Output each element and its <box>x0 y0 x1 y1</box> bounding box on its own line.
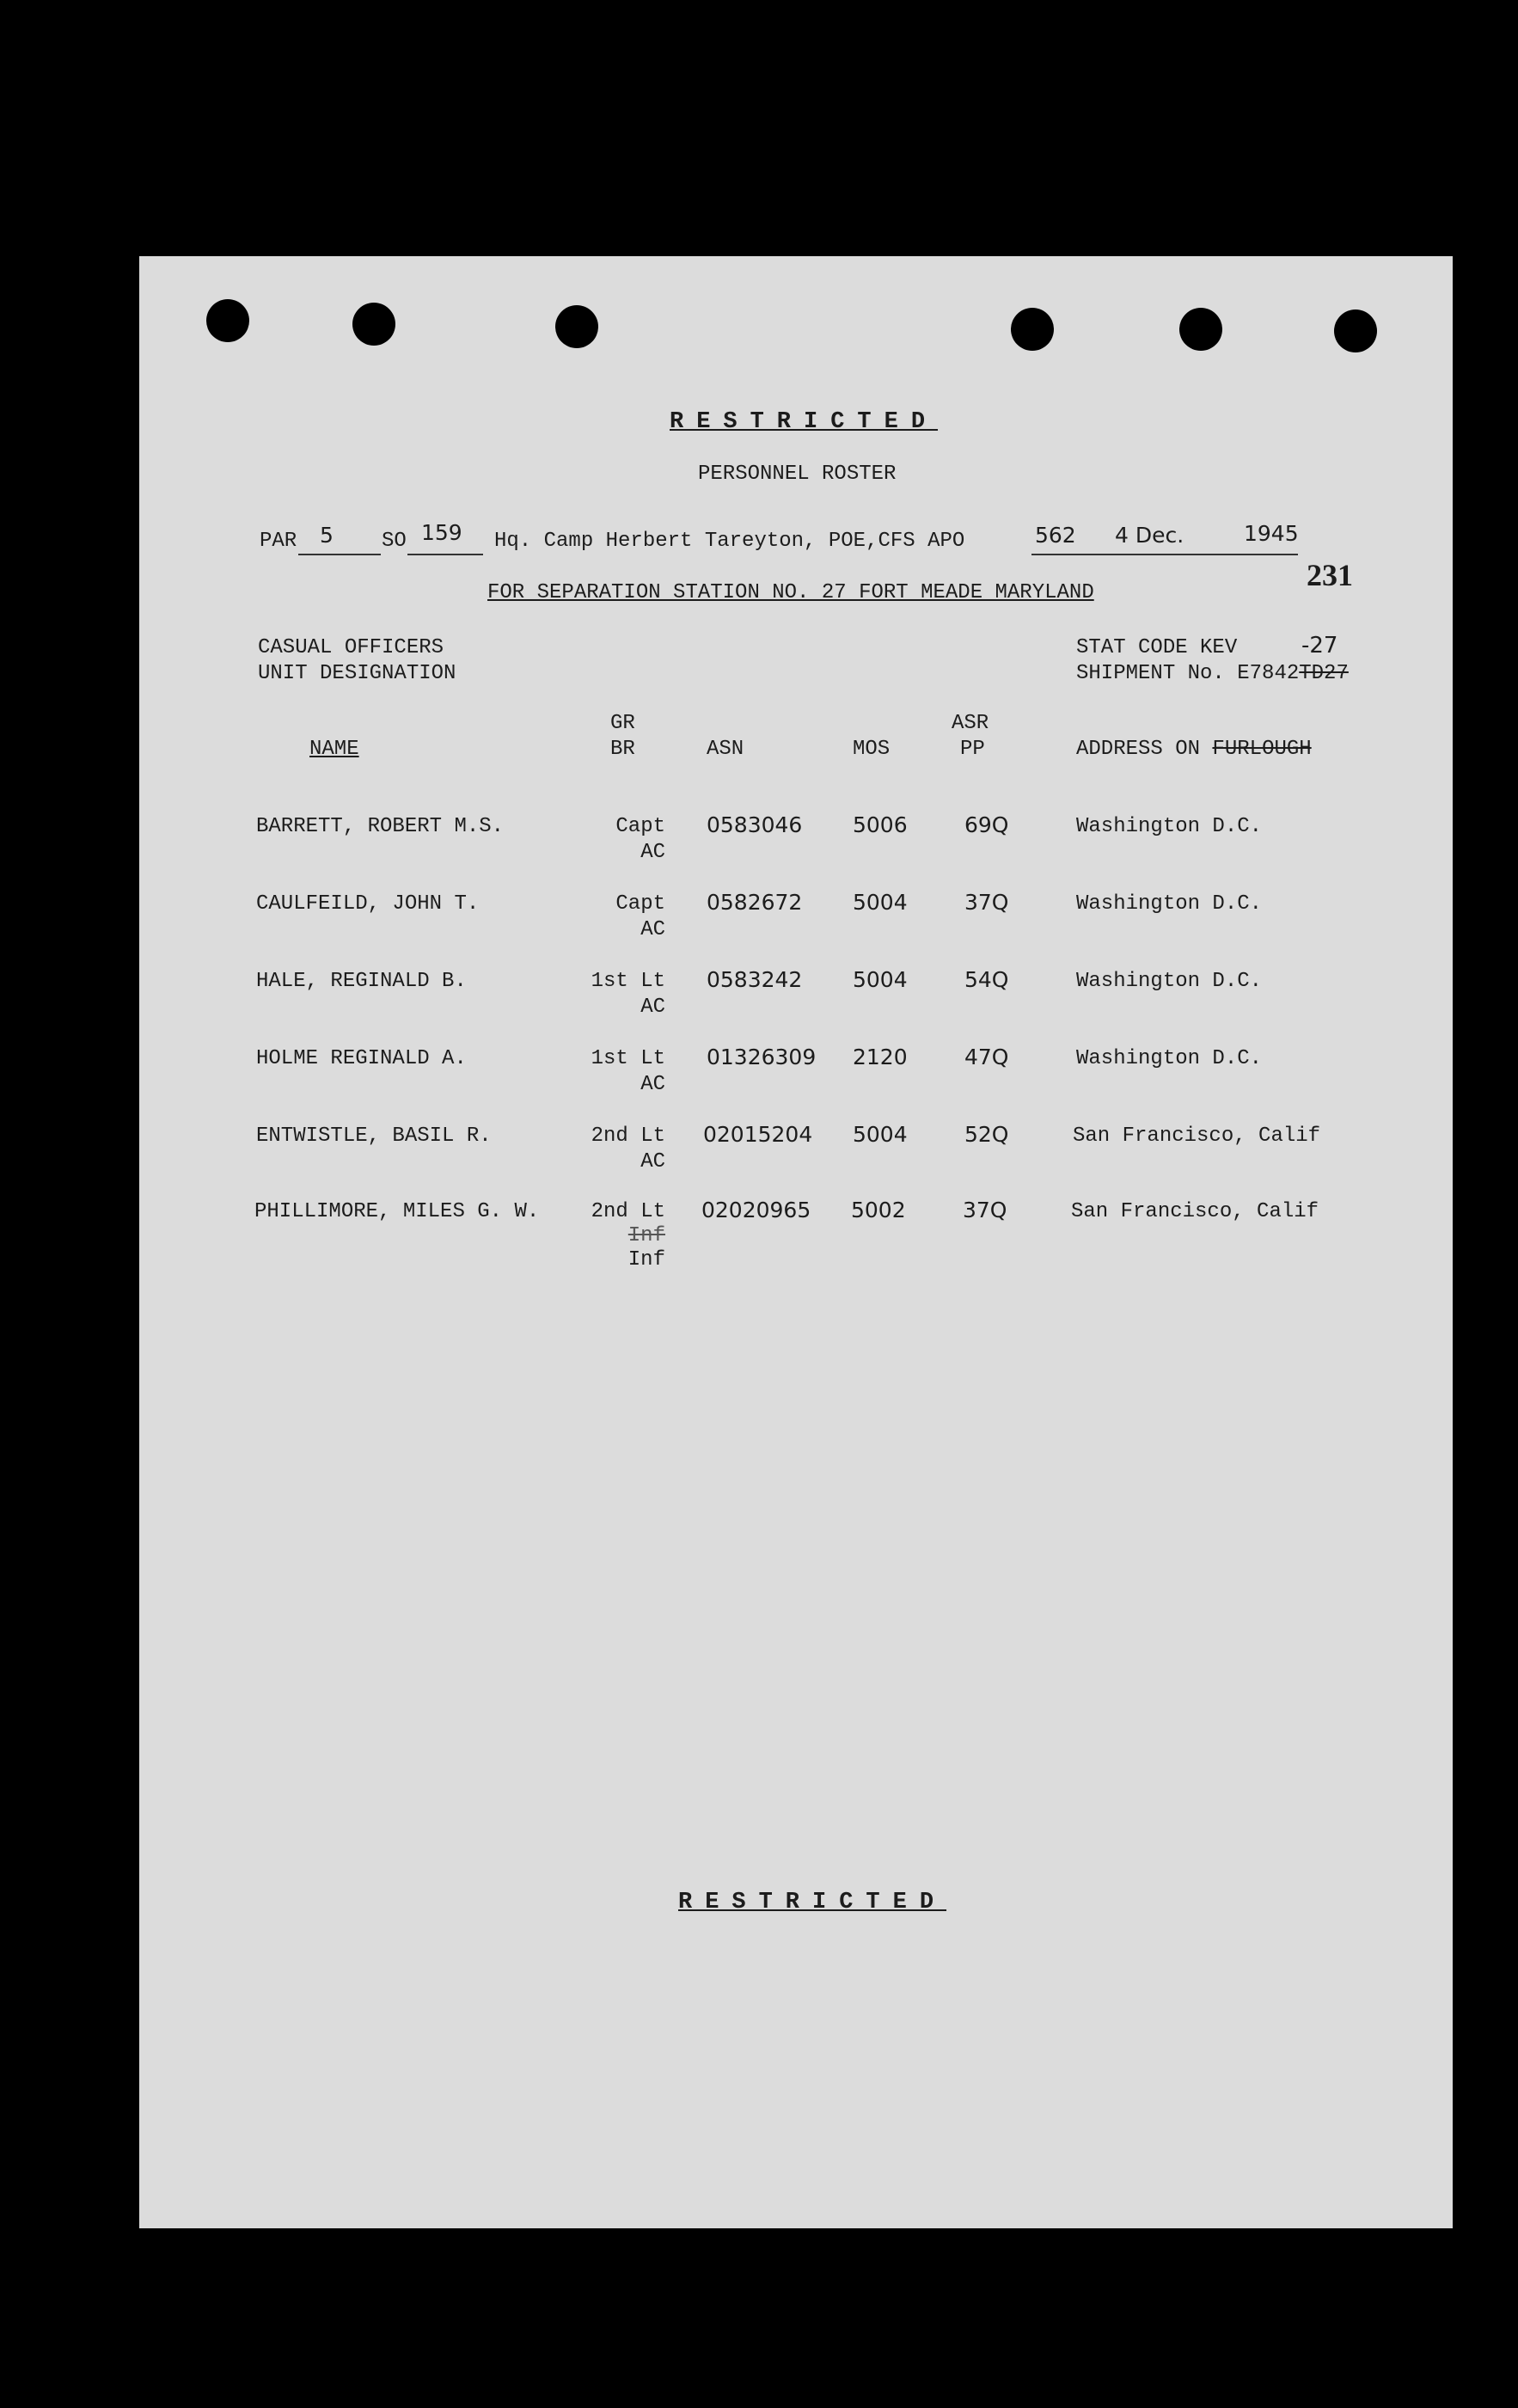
row-branch: AC <box>640 918 665 941</box>
col-address-label: ADDRESS <box>1076 738 1163 761</box>
page-number: 231 <box>1307 558 1353 592</box>
row-asn: 02015204 <box>703 1122 813 1147</box>
par-label: PAR <box>260 530 297 553</box>
row-name: HOLME REGINALD A. <box>256 1047 467 1070</box>
punch-hole <box>206 299 249 342</box>
row-asn: 02020965 <box>701 1198 811 1222</box>
row-asn: 0583242 <box>707 967 803 992</box>
row-address: Washington D.C. <box>1076 892 1263 916</box>
hq-text: Hq. Camp Herbert Tareyton, POE,CFS APO <box>494 530 965 553</box>
row-mos: 5002 <box>851 1198 906 1222</box>
row-name: PHILLIMORE, MILES G. W. <box>254 1200 540 1223</box>
col-gr: GR <box>610 712 635 735</box>
date-value: 4 Dec. <box>1115 523 1184 548</box>
row-branch: AC <box>640 841 665 864</box>
year-underline <box>1224 554 1298 555</box>
col-address <box>1076 738 1312 761</box>
stat-code: STAT CODE KEV <box>1076 636 1238 659</box>
apo-underline <box>1031 554 1073 555</box>
shipment-struck-text: TD27 <box>1299 662 1349 685</box>
row-name: ENTWISTLE, BASIL R. <box>256 1124 492 1148</box>
punch-hole <box>555 305 598 348</box>
col-asr: ASR <box>952 712 989 735</box>
row-asr: 47Q <box>964 1045 1009 1069</box>
col-address-on: ON <box>1175 738 1201 761</box>
row-branch: AC <box>640 1073 665 1096</box>
destination-line: FOR SEPARATION STATION NO. 27 FORT MEADE MARYLAND <box>487 581 1094 604</box>
row-asr: 52Q <box>964 1122 1009 1147</box>
row-asn: 01326309 <box>707 1045 817 1069</box>
shipment-number-text: SHIPMENT No. E7842 <box>1076 662 1300 685</box>
punch-hole <box>1179 308 1222 351</box>
row-address: Washington D.C. <box>1076 1047 1263 1070</box>
so-underline <box>407 554 483 555</box>
punch-hole <box>1011 308 1054 351</box>
classification-header: RESTRICTED <box>670 409 939 435</box>
col-asn: ASN <box>707 738 744 761</box>
stat-code-handwritten: -27 <box>1301 633 1338 659</box>
col-pp: PP <box>960 738 985 761</box>
document-title: PERSONNEL ROSTER <box>698 463 897 486</box>
row-address: San Francisco, Calif <box>1071 1200 1319 1223</box>
so-value: 159 <box>421 520 462 545</box>
row-address: San Francisco, Calif <box>1073 1124 1321 1148</box>
row-grade: Capt <box>615 892 665 916</box>
row-mos: 5004 <box>853 967 908 992</box>
col-br: BR <box>610 738 635 761</box>
row-mos: 5006 <box>853 812 908 837</box>
apo-value: 562 <box>1035 523 1076 548</box>
row-grade: 1st Lt <box>591 970 665 993</box>
row-asr: 37Q <box>963 1198 1007 1222</box>
par-underline <box>298 554 381 555</box>
classification-footer: RESTRICTED <box>678 1890 947 1915</box>
row-asr: 54Q <box>964 967 1009 992</box>
par-value: 5 <box>320 523 334 548</box>
roster-page <box>139 256 1453 2228</box>
unit-line-2: UNIT DESIGNATION <box>258 662 456 685</box>
row-mos: 5004 <box>853 1122 908 1147</box>
row-asr: 69Q <box>964 812 1009 837</box>
row-branch: AC <box>640 1150 665 1173</box>
shipment-number <box>1076 662 1349 685</box>
unit-line-1: CASUAL OFFICERS <box>258 636 444 659</box>
year-value: 1945 <box>1244 521 1299 546</box>
row-asn: 0583046 <box>707 812 803 837</box>
punch-hole <box>1334 309 1377 352</box>
col-mos: MOS <box>853 738 891 761</box>
row-asn: 0582672 <box>707 890 803 915</box>
col-address-struck: FURLOUGH <box>1212 738 1312 761</box>
row-asr: 37Q <box>964 890 1009 915</box>
punch-hole <box>352 303 395 346</box>
col-name: NAME <box>309 738 359 761</box>
date-underline <box>1073 554 1224 555</box>
so-label: SO <box>382 530 407 553</box>
row-name: BARRETT, ROBERT M.S. <box>256 815 505 838</box>
row-grade: 1st Lt <box>591 1047 665 1070</box>
row-mos: 5004 <box>853 890 908 915</box>
row-branch-struck: Inf <box>627 1224 665 1247</box>
row-address: Washington D.C. <box>1076 815 1263 838</box>
row-branch: Inf <box>627 1248 665 1271</box>
row-grade: Capt <box>615 815 665 838</box>
row-name: CAULFEILD, JOHN T. <box>256 892 480 916</box>
row-grade: 2nd Lt <box>591 1124 665 1148</box>
row-branch: AC <box>640 996 665 1019</box>
row-mos: 2120 <box>853 1045 908 1069</box>
row-grade: 2nd Lt <box>591 1200 665 1223</box>
row-name: HALE, REGINALD B. <box>256 970 467 993</box>
row-address: Washington D.C. <box>1076 970 1263 993</box>
